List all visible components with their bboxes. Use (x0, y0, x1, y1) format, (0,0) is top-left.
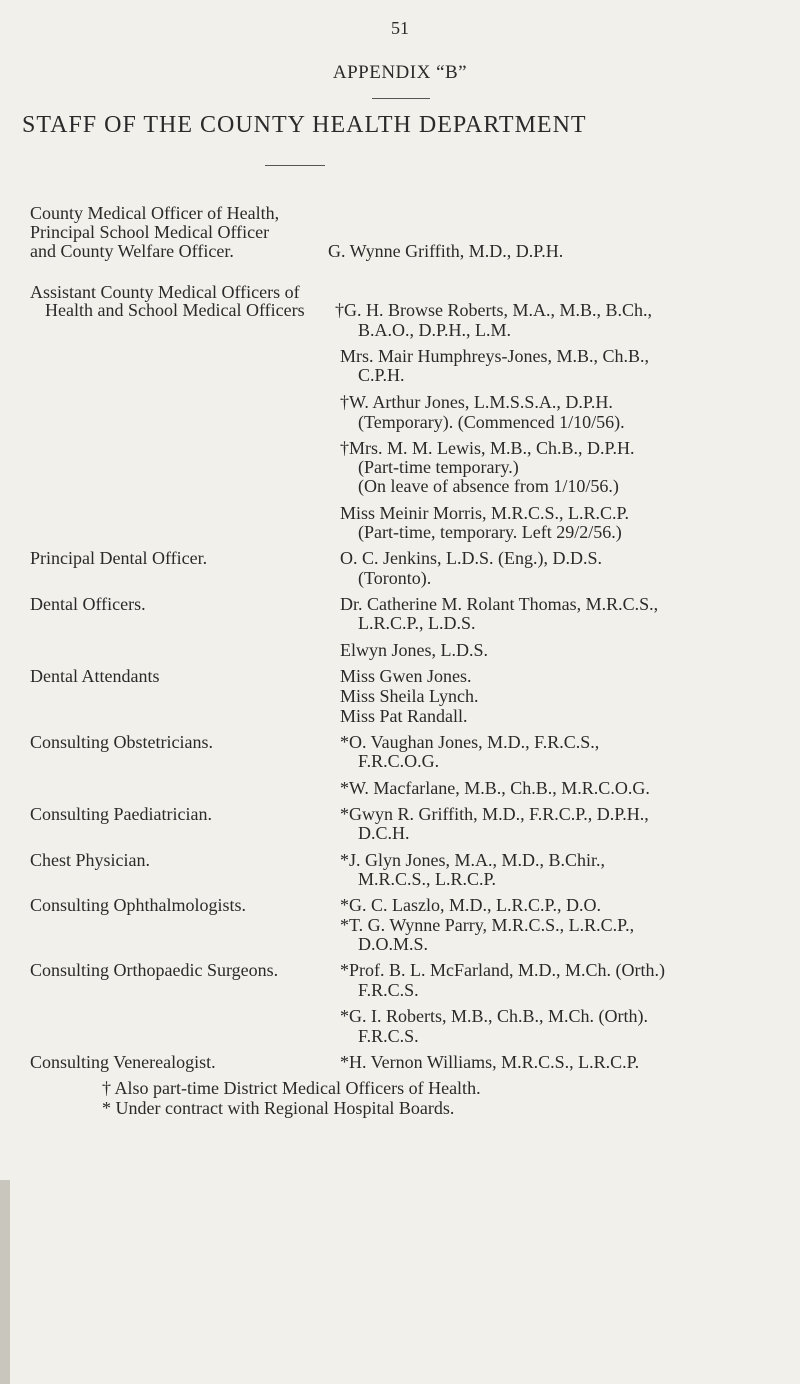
staff-name: Miss Pat Randall. (340, 706, 468, 726)
staff-name-continued: L.R.C.P., L.D.S. (358, 613, 476, 633)
staff-name: †W. Arthur Jones, L.M.S.S.A., D.P.H. (340, 392, 613, 412)
staff-name: Miss Gwen Jones. (340, 666, 472, 686)
staff-name-continued: (Part-time, temporary. Left 29/2/56.) (358, 522, 622, 542)
role-label: Assistant County Medical Officers of (30, 282, 300, 302)
role-label: County Medical Officer of Health, (30, 203, 280, 223)
staff-name-continued: B.A.O., D.P.H., L.M. (358, 320, 512, 340)
staff-name: †Mrs. M. M. Lewis, M.B., Ch.B., D.P.H. (340, 438, 635, 458)
role-label: Consulting Venerealogist. (30, 1052, 216, 1072)
staff-name: †G. H. Browse Roberts, M.A., M.B., B.Ch., (335, 300, 653, 320)
role-label: Dental Officers. (30, 594, 146, 614)
staff-name-continued: (On leave of absence from 1/10/56.) (358, 476, 619, 496)
staff-name-continued: (Toronto). (358, 568, 432, 588)
role-label: Chest Physician. (30, 850, 150, 870)
staff-name: *J. Glyn Jones, M.A., M.D., B.Chir., (340, 850, 606, 870)
staff-name-continued: M.R.C.S., L.R.C.P. (358, 869, 497, 889)
staff-name: Mrs. Mair Humphreys-Jones, M.B., Ch.B., (340, 346, 649, 366)
staff-name-continued: D.C.H. (358, 823, 410, 843)
staff-name-continued: D.O.M.S. (358, 934, 429, 954)
footnote-dagger: † Also part-time District Medical Officers of Health. (102, 1078, 481, 1098)
staff-name: *H. Vernon Williams, M.R.C.S., L.R.C.P. (340, 1052, 640, 1072)
staff-name: *Gwyn R. Griffith, M.D., F.R.C.P., D.P.H., (340, 804, 649, 824)
divider (265, 165, 325, 166)
staff-name-continued: F.R.C.O.G. (358, 751, 440, 771)
role-label: Principal Dental Officer. (30, 548, 208, 568)
role-label: Consulting Paediatrician. (30, 804, 212, 824)
staff-name: Miss Sheila Lynch. (340, 686, 479, 706)
role-label: Consulting Ophthalmologists. (30, 895, 247, 915)
page-number: 51 (391, 18, 409, 38)
role-label: Principal School Medical Officer (30, 222, 270, 242)
staff-name: *W. Macfarlane, M.B., Ch.B., M.R.C.O.G. (340, 778, 650, 798)
staff-name-continued: (Temporary). (Commenced 1/10/56). (358, 412, 625, 432)
staff-name: *T. G. Wynne Parry, M.R.C.S., L.R.C.P., (340, 915, 635, 935)
role-label: Dental Attendants (30, 666, 160, 686)
staff-name: Dr. Catherine M. Rolant Thomas, M.R.C.S., (340, 594, 659, 614)
staff-name: O. C. Jenkins, L.D.S. (Eng.), D.D.S. (340, 548, 603, 568)
role-label: Consulting Orthopaedic Surgeons. (30, 960, 279, 980)
page-edge-shadow (0, 1180, 10, 1384)
role-label: and County Welfare Officer. (30, 241, 234, 261)
staff-name-continued: F.R.C.S. (358, 980, 419, 1000)
role-label: Health and School Medical Officers (45, 300, 305, 320)
appendix-heading: APPENDIX “B” (332, 62, 468, 83)
staff-name-continued: C.P.H. (358, 365, 405, 385)
staff-name: Elwyn Jones, L.D.S. (340, 640, 488, 660)
divider (372, 98, 430, 99)
staff-name: G. Wynne Griffith, M.D., D.P.H. (328, 241, 564, 261)
staff-name: *Prof. B. L. McFarland, M.D., M.Ch. (Orth.) (340, 960, 665, 980)
staff-name: *G. I. Roberts, M.B., Ch.B., M.Ch. (Orth). (340, 1006, 649, 1026)
staff-name-continued: (Part-time temporary.) (358, 457, 519, 477)
staff-name: Miss Meinir Morris, M.R.C.S., L.R.C.P. (340, 503, 630, 523)
role-label: Consulting Obstetricians. (30, 732, 213, 752)
staff-name: *G. C. Laszlo, M.D., L.R.C.P., D.O. (340, 895, 602, 915)
staff-name: *O. Vaughan Jones, M.D., F.R.C.S., (340, 732, 600, 752)
page-title: STAFF OF THE COUNTY HEALTH DEPARTMENT (22, 112, 587, 138)
footnote-asterisk: * Under contract with Regional Hospital Boards. (102, 1098, 455, 1118)
staff-name-continued: F.R.C.S. (358, 1026, 419, 1046)
